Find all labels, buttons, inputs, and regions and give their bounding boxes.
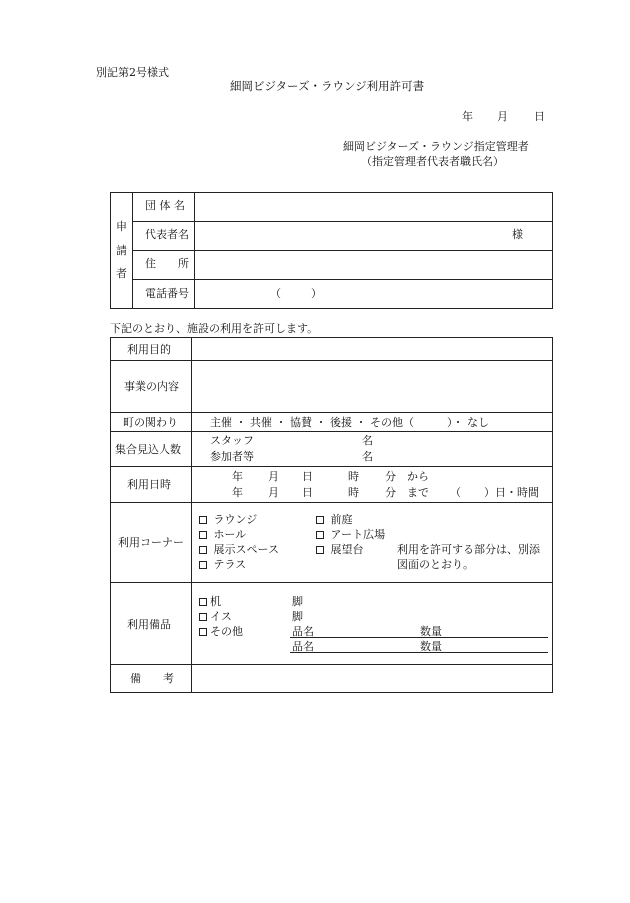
staff-unit: 名 (362, 434, 373, 447)
checkbox[interactable] (316, 546, 324, 554)
item-name-1: 品名 (292, 625, 314, 638)
staff-label: スタッフ (210, 434, 254, 447)
datetime-label: 利用日時 (127, 478, 171, 491)
group-name-label: 団 体 名 (145, 199, 185, 212)
dt-to-minute: 分 (385, 486, 396, 499)
corner-note-2: 図面のとおり。 (397, 558, 474, 571)
checkbox[interactable] (199, 531, 207, 539)
checkbox[interactable] (316, 516, 324, 524)
corner-lounge-label: ラウンジ (213, 513, 258, 526)
desk-unit: 脚 (292, 595, 303, 608)
chair-unit: 脚 (292, 610, 303, 623)
equip-chair-label: イス (210, 610, 232, 623)
address-label: 住 所 (145, 257, 189, 270)
applicant-side-2: 請 (116, 244, 127, 257)
dt-from-minute: 分 (385, 470, 396, 483)
dt-from-year: 年 (232, 470, 243, 483)
checkbox[interactable] (316, 531, 324, 539)
equipment-label: 利用備品 (127, 618, 171, 631)
checkbox[interactable] (199, 613, 207, 621)
dt-from-day: 日 (302, 470, 313, 483)
people-label: 集合見込人数 (115, 443, 181, 456)
form-number: 別記第2号様式 (96, 66, 169, 79)
equip-desk[interactable] (199, 596, 221, 607)
participants-label: 参加者等 (210, 450, 254, 463)
content-label: 事業の内容 (124, 380, 179, 393)
participants-unit: 名 (362, 450, 373, 463)
equip-chair[interactable] (199, 611, 232, 622)
address-field[interactable] (196, 252, 551, 278)
issuer-sub: （指定管理者代表者職氏名） (361, 155, 504, 168)
corner-observatory-label: 展望台 (330, 543, 364, 556)
town-label: 町の関わり (123, 416, 178, 429)
dt-to-made: まで (407, 486, 429, 499)
applicant-side-1: 申 (116, 220, 127, 233)
corner-hall-label: ホール (213, 528, 247, 541)
item-qty-1: 数量 (420, 625, 442, 638)
phone-field[interactable] (196, 281, 551, 307)
checkbox[interactable] (199, 516, 207, 524)
intro-text: 下記のとおり、施設の利用を許可します。 (110, 322, 319, 335)
corner-lounge[interactable] (199, 514, 257, 525)
corner-note-1: 利用を許可する部分は、別添 (397, 543, 540, 556)
dt-from-kara: から (407, 470, 429, 483)
purpose-label: 利用目的 (127, 343, 171, 356)
corner-terrace-label: テラス (213, 558, 247, 571)
dt-to-day: 日 (302, 486, 313, 499)
purpose-field[interactable] (193, 339, 551, 359)
item-line-1 (290, 637, 548, 638)
date-year: 年 (462, 110, 473, 123)
dt-days-hours: ）日・時間 (484, 486, 539, 499)
phone-paren-close: ） (311, 287, 322, 300)
equip-desk-label: 机 (210, 595, 221, 608)
checkbox[interactable] (199, 561, 207, 569)
corner-front-garden-label: 前庭 (330, 513, 353, 526)
remarks-label: 備 考 (130, 672, 174, 685)
corner-art-plaza[interactable] (316, 529, 385, 540)
corner-art-plaza-label: アート広場 (330, 528, 386, 541)
representative-field[interactable] (196, 223, 496, 249)
equip-other[interactable] (199, 626, 243, 637)
dt-paren-open: （ (450, 486, 461, 499)
checkbox[interactable] (199, 598, 207, 606)
corner-hall[interactable] (199, 529, 246, 540)
corner-label: 利用コーナー (118, 536, 184, 549)
corner-exhibit-label: 展示スペース (213, 543, 279, 556)
date-month: 月 (497, 110, 508, 123)
date-day: 日 (534, 110, 545, 123)
dt-from-month: 月 (268, 470, 279, 483)
phone-paren-open: （ (270, 287, 281, 300)
applicant-side-3: 者 (116, 267, 127, 280)
issuer: 細岡ビジターズ・ラウンジ指定管理者 (343, 140, 529, 153)
corner-front-garden[interactable] (316, 514, 353, 525)
item-name-2: 品名 (292, 640, 314, 653)
item-qty-2: 数量 (420, 640, 442, 653)
equip-other-label: その他 (210, 625, 243, 638)
content-field[interactable] (193, 362, 551, 411)
checkbox[interactable] (199, 628, 207, 636)
sama-honorific: 様 (512, 228, 523, 241)
item-line-2 (290, 652, 548, 653)
dt-to-year: 年 (232, 486, 243, 499)
corner-exhibit[interactable] (199, 544, 279, 555)
dt-to-month: 月 (268, 486, 279, 499)
town-options[interactable]: 主催 ・ 共催 ・ 協賛 ・ 後援 ・ その他（ ）・ なし (210, 416, 489, 429)
representative-label: 代表者名 (145, 228, 189, 241)
form-title: 細岡ビジターズ・ラウンジ利用許可書 (230, 79, 425, 93)
dt-from-hour: 時 (348, 470, 359, 483)
group-name-field[interactable] (196, 194, 551, 220)
checkbox[interactable] (199, 546, 207, 554)
dt-to-hour: 時 (348, 486, 359, 499)
corner-observatory[interactable] (316, 544, 364, 555)
corner-terrace[interactable] (199, 559, 246, 570)
remarks-field[interactable] (193, 666, 551, 691)
phone-label: 電話番号 (145, 287, 189, 300)
